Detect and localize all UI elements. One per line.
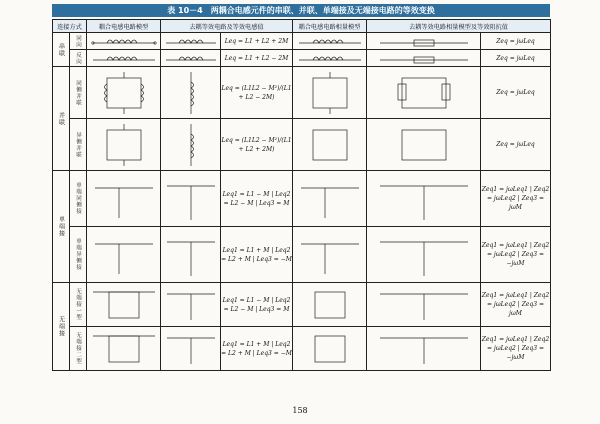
phasor-diagram	[293, 67, 367, 119]
equivalent-diagram	[161, 227, 221, 283]
phasor-diagram	[293, 227, 367, 283]
table-row	[53, 50, 551, 67]
phasor-equivalent-diagram	[367, 67, 481, 119]
row-label: 单端异侧接	[70, 227, 87, 283]
formula-inductance: Leq = L1 + L2 + 2M	[221, 33, 293, 50]
circuit-diagram	[87, 119, 161, 171]
phasor-equivalent-diagram	[367, 33, 481, 50]
table-row	[53, 327, 551, 371]
phasor-equivalent-diagram	[367, 50, 481, 67]
table-title: 表 10－4 两耦合电感元件的串联、并联、单端接及无端接电路的等效变换	[52, 4, 550, 17]
formula-inductance: Leq1 = L1 + M | Leq2 = L2 + M | Leq3 = −M	[221, 227, 293, 283]
row-label: 同向	[70, 33, 87, 50]
page-number: 158	[292, 406, 308, 415]
formula-impedance: Zeq = jωLeq	[481, 50, 551, 67]
row-label: 无端接二型	[70, 327, 87, 371]
row-label: 同侧并联	[70, 67, 87, 119]
row-label: 无端接一型	[70, 283, 87, 327]
circuit-diagram	[87, 171, 161, 227]
formula-inductance: Leq = (L1L2 − M²)/(L1 + L2 − 2M)	[221, 67, 293, 119]
formula-inductance: Leq1 = L1 + M | Leq2 = L2 + M | Leq3 = −M	[221, 327, 293, 371]
header-model: 耦合电感电路模型	[87, 20, 161, 33]
row-label: 反向	[70, 50, 87, 67]
row-label: 异侧并联	[70, 119, 87, 171]
header-phasor-decoupled: 去耦等效电路相量模型及等效阻抗值	[367, 20, 551, 33]
phasor-equivalent-diagram	[367, 119, 481, 171]
table-row	[53, 119, 551, 171]
circuit-diagram	[87, 50, 161, 67]
equivalent-diagram	[161, 119, 221, 171]
phasor-equivalent-diagram	[367, 171, 481, 227]
group-none: 无端接	[53, 283, 70, 371]
equivalent-diagram	[161, 67, 221, 119]
formula-impedance: Zeq1 = jωLeq1 | Zeq2 = jωLeq2 | Zeq3 = jωM	[481, 283, 551, 327]
phasor-diagram	[293, 327, 367, 371]
phasor-equivalent-diagram	[367, 327, 481, 371]
formula-inductance: Leq1 = L1 − M | Leq2 = L2 − M | Leq3 = M	[221, 283, 293, 327]
header-decoupled: 去耦等效电路及等效电感值	[161, 20, 293, 33]
phasor-diagram	[293, 283, 367, 327]
equivalent-diagram	[161, 171, 221, 227]
equivalent-diagram	[161, 33, 221, 50]
table-row	[53, 283, 551, 327]
phasor-equivalent-diagram	[367, 227, 481, 283]
phasor-diagram	[293, 50, 367, 67]
header-row	[53, 20, 551, 33]
table-row	[53, 33, 551, 50]
formula-impedance: Zeq = jωLeq	[481, 67, 551, 119]
table-row	[53, 67, 551, 119]
phasor-diagram	[293, 33, 367, 50]
phasor-diagram	[293, 171, 367, 227]
group-series: 串联	[53, 33, 70, 67]
equivalent-diagram	[161, 283, 221, 327]
formula-inductance: Leq1 = L1 − M | Leq2 = L2 − M | Leq3 = M	[221, 171, 293, 227]
circuit-diagram	[87, 33, 161, 50]
header-phasor: 耦合电感电路相量模型	[293, 20, 367, 33]
equivalence-table	[52, 19, 551, 371]
table-row	[53, 171, 551, 227]
header-connection: 连接方式	[53, 20, 87, 33]
circuit-diagram	[87, 327, 161, 371]
group-parallel: 并联	[53, 67, 70, 171]
equivalent-diagram	[161, 327, 221, 371]
table-row	[53, 227, 551, 283]
formula-inductance: Leq = (L1L2 − M²)/(L1 + L2 + 2M)	[221, 119, 293, 171]
formula-impedance: Zeq = jωLeq	[481, 33, 551, 50]
circuit-diagram	[87, 227, 161, 283]
formula-impedance: Zeq = jωLeq	[481, 119, 551, 171]
group-single: 单端接	[53, 171, 70, 283]
formula-impedance: Zeq1 = jωLeq1 | Zeq2 = jωLeq2 | Zeq3 = −jωM	[481, 227, 551, 283]
circuit-diagram	[87, 283, 161, 327]
formula-impedance: Zeq1 = jωLeq1 | Zeq2 = jωLeq2 | Zeq3 = jωM	[481, 171, 551, 227]
phasor-equivalent-diagram	[367, 283, 481, 327]
phasor-diagram	[293, 119, 367, 171]
formula-inductance: Leq = L1 + L2 − 2M	[221, 50, 293, 67]
row-label: 单端同侧接	[70, 171, 87, 227]
circuit-diagram	[87, 67, 161, 119]
equivalent-diagram	[161, 50, 221, 67]
formula-impedance: Zeq1 = jωLeq1 | Zeq2 = jωLeq2 | Zeq3 = −jωM	[481, 327, 551, 371]
